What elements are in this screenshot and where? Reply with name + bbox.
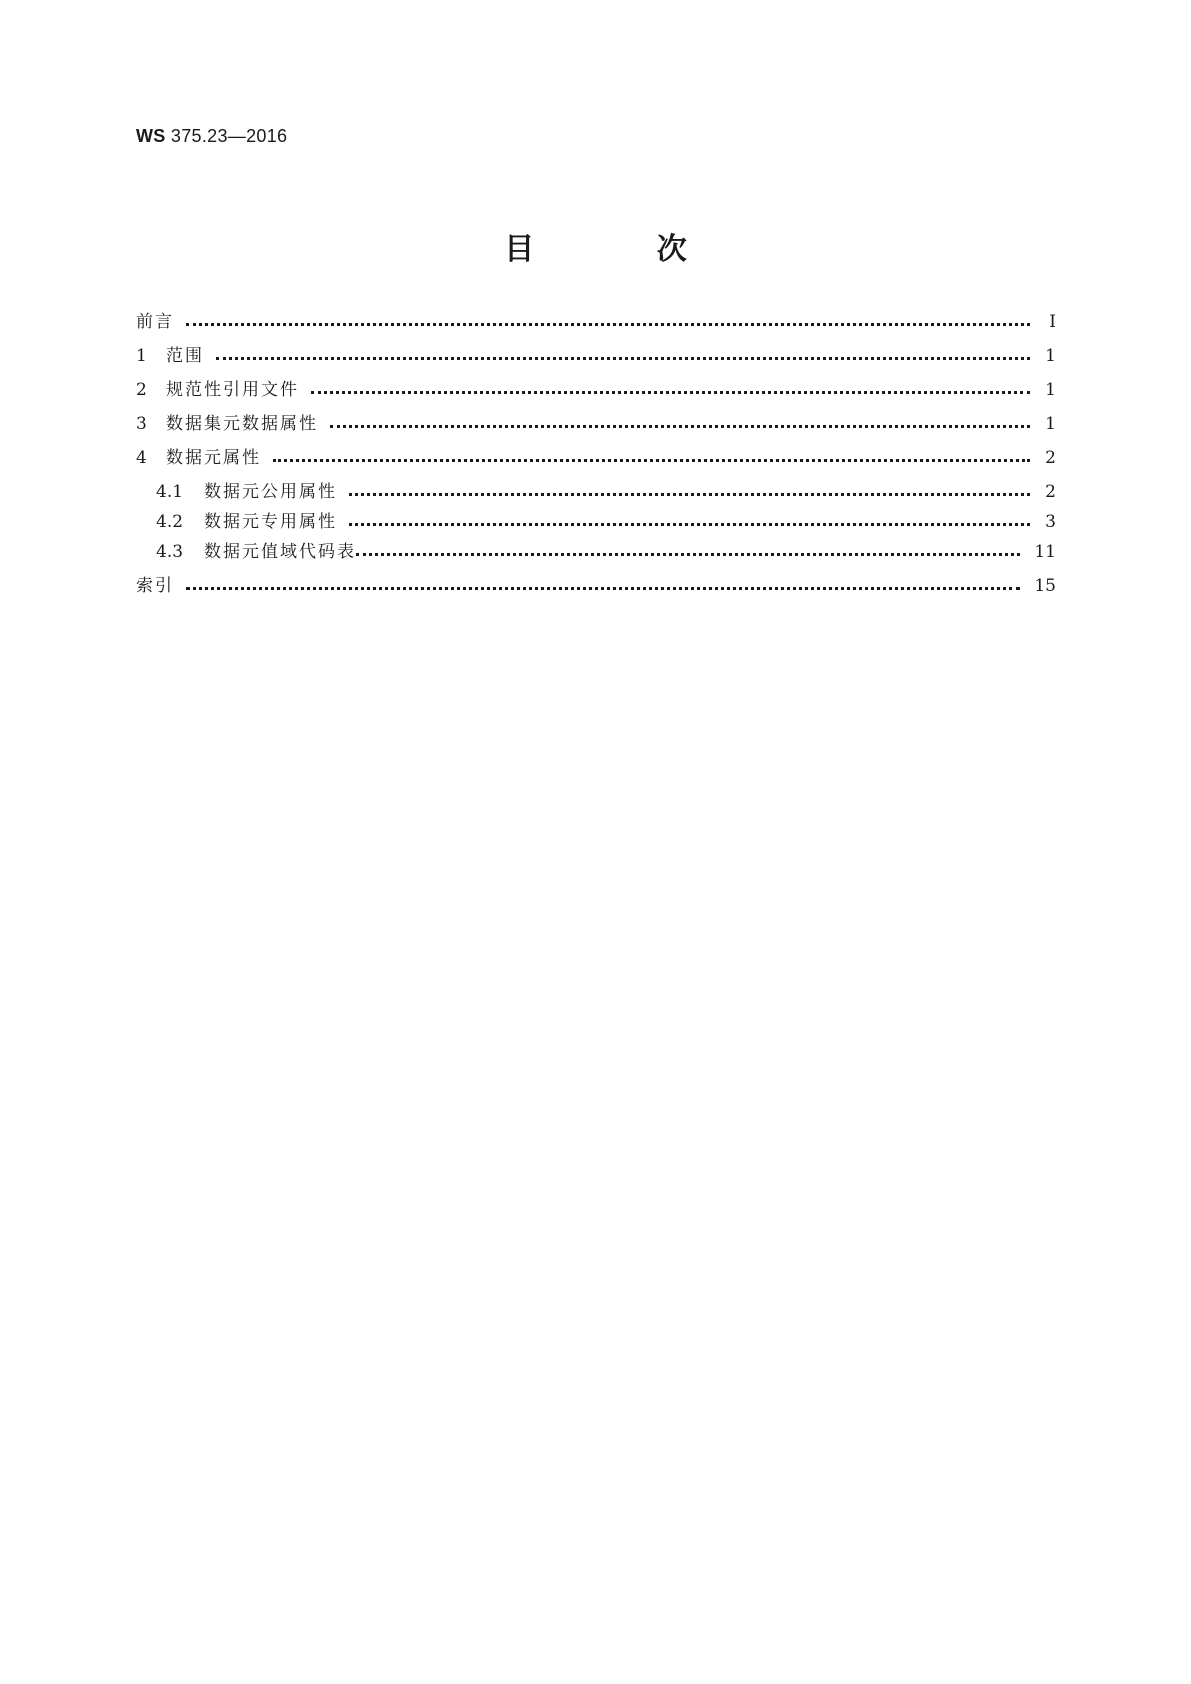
toc-entry-text: 数据元属性 — [166, 448, 261, 468]
toc-entry-value-domain-code-table[interactable] — [156, 534, 1056, 562]
toc-entry-text: 数据元值域代码表 — [204, 542, 356, 562]
toc-entry-normative-references[interactable] — [136, 372, 1056, 400]
toc-entry-number: 1 — [136, 346, 147, 366]
toc-entry-number: 4 — [136, 448, 147, 468]
toc-entry-scope[interactable] — [136, 338, 1056, 366]
toc-leader-dots — [330, 425, 1030, 428]
toc-entry-number: 4.3 — [156, 542, 184, 562]
toc-entry-number: 4.2 — [156, 512, 184, 532]
toc-leader-dots — [186, 587, 1020, 590]
toc-leader-dots — [349, 523, 1030, 526]
toc-entry-text: 数据元公用属性 — [204, 482, 337, 502]
toc-leader-dots — [356, 553, 1020, 556]
toc-entry-text: 规范性引用文件 — [166, 380, 299, 400]
toc-entry-foreword[interactable] — [136, 304, 1056, 332]
toc-page-number: 1 — [1045, 346, 1056, 366]
toc-leader-dots — [349, 493, 1030, 496]
toc-page-number: 3 — [1045, 512, 1056, 532]
toc-entry-data-element-attributes[interactable] — [136, 440, 1056, 468]
toc-page-number: 2 — [1045, 448, 1056, 468]
standard-code — [136, 126, 287, 147]
toc-entry-number: 2 — [136, 380, 147, 400]
toc-entry-text: 范围 — [166, 346, 204, 366]
toc-leader-dots — [311, 391, 1030, 394]
toc-page-number: 2 — [1045, 482, 1056, 502]
toc-leader-dots — [273, 459, 1030, 462]
toc-page-number: 15 — [1034, 576, 1056, 596]
toc-page-number: 11 — [1034, 542, 1056, 562]
standard-code-prefix: WS — [136, 126, 166, 146]
toc-entry-text: 数据元专用属性 — [204, 512, 337, 532]
toc-entry-number: 4.1 — [156, 482, 184, 502]
toc-entry-dataset-metadata[interactable] — [136, 406, 1056, 434]
toc-page-number: Ⅰ — [1049, 312, 1056, 332]
toc-entry-text: 数据集元数据属性 — [166, 414, 318, 434]
toc-leader-dots — [216, 357, 1030, 360]
standard-code-number: 375.23—2016 — [170, 126, 288, 146]
toc-entry-specific-attributes[interactable] — [156, 504, 1056, 532]
toc-entry-text: 前言 — [136, 312, 174, 332]
toc-entry-text: 索引 — [136, 576, 174, 596]
toc-title: 目 次 — [504, 232, 743, 267]
toc-entry-number: 3 — [136, 414, 147, 434]
toc-leader-dots — [186, 323, 1030, 326]
toc-entry-common-attributes[interactable] — [156, 474, 1056, 502]
toc-page-number: 1 — [1045, 414, 1056, 434]
toc-entry-index[interactable] — [136, 568, 1056, 596]
toc-page-number: 1 — [1045, 380, 1056, 400]
